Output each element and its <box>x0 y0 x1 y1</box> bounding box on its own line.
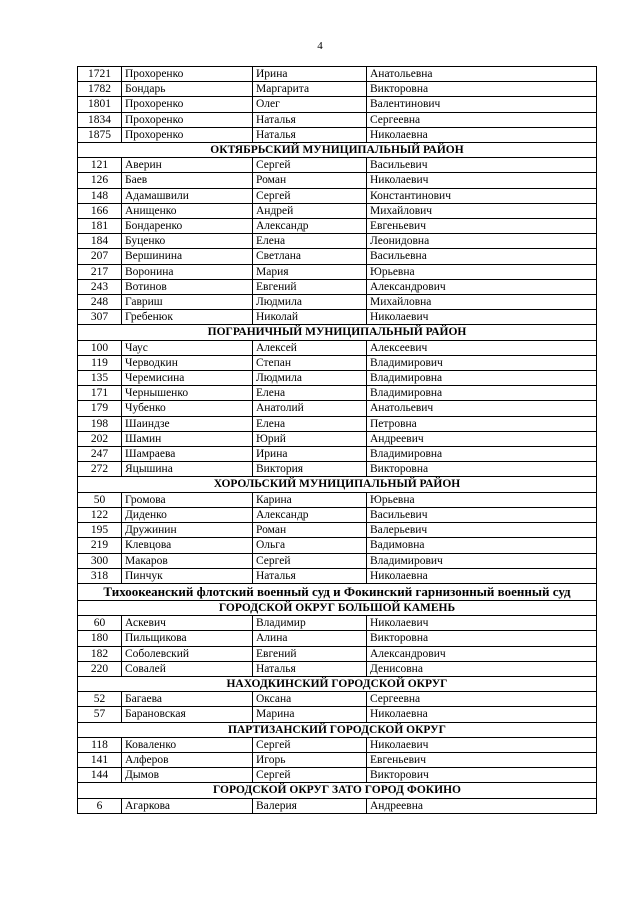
first-name: Роман <box>253 523 367 538</box>
patronymic: Сергеевна <box>367 692 597 707</box>
row-number: 217 <box>78 264 122 279</box>
first-name: Анатолий <box>253 401 367 416</box>
patronymic: Владимировна <box>367 371 597 386</box>
row-number: 248 <box>78 295 122 310</box>
patronymic: Александрович <box>367 279 597 294</box>
patronymic: Анатольевна <box>367 67 597 82</box>
surname: Макаров <box>122 553 253 568</box>
row-number: 50 <box>78 492 122 507</box>
surname: Чаус <box>122 340 253 355</box>
patronymic: Алексеевич <box>367 340 597 355</box>
row-number: 60 <box>78 616 122 631</box>
surname: Бондарь <box>122 82 253 97</box>
row-number: 307 <box>78 310 122 325</box>
surname: Вотинов <box>122 279 253 294</box>
table-row <box>78 295 597 310</box>
table-row <box>78 661 597 676</box>
table-row <box>78 752 597 767</box>
section-title: ХОРОЛЬСКИЙ МУНИЦИПАЛЬНЫЙ РАЙОН <box>78 477 597 492</box>
surname: Адамашвили <box>122 188 253 203</box>
row-number: 318 <box>78 568 122 583</box>
section-header-row <box>78 676 597 691</box>
first-name: Ирина <box>253 67 367 82</box>
first-name: Сергей <box>253 737 367 752</box>
surname: Аверин <box>122 158 253 173</box>
table-row <box>78 203 597 218</box>
table-row <box>78 173 597 188</box>
table-row <box>78 538 597 553</box>
table-row <box>78 82 597 97</box>
surname: Яцышина <box>122 462 253 477</box>
patronymic: Андреевна <box>367 798 597 813</box>
surname: Дружинин <box>122 523 253 538</box>
surname: Алферов <box>122 752 253 767</box>
section-header-row <box>78 325 597 340</box>
patronymic: Викторовна <box>367 631 597 646</box>
row-number: 52 <box>78 692 122 707</box>
patronymic: Васильевна <box>367 249 597 264</box>
row-number: 1834 <box>78 112 122 127</box>
row-number: 195 <box>78 523 122 538</box>
table-row <box>78 264 597 279</box>
surname: Диденко <box>122 507 253 522</box>
first-name: Карина <box>253 492 367 507</box>
patronymic: Михайлович <box>367 203 597 218</box>
section-header-row <box>78 143 597 158</box>
table-row <box>78 310 597 325</box>
row-number: 180 <box>78 631 122 646</box>
table-row <box>78 507 597 522</box>
section-header-row <box>78 600 597 615</box>
patronymic: Константинович <box>367 188 597 203</box>
table-row <box>78 67 597 82</box>
section-title: ГОРОДСКОЙ ОКРУГ ЗАТО ГОРОД ФОКИНО <box>78 783 597 798</box>
section-header-row <box>78 477 597 492</box>
first-name: Юрий <box>253 431 367 446</box>
surname: Прохоренко <box>122 112 253 127</box>
row-number: 118 <box>78 737 122 752</box>
first-name: Виктория <box>253 462 367 477</box>
patronymic: Валентинович <box>367 97 597 112</box>
patronymic: Николаевна <box>367 707 597 722</box>
patronymic: Сергеевна <box>367 112 597 127</box>
table-row <box>78 97 597 112</box>
row-number: 6 <box>78 798 122 813</box>
first-name: Маргарита <box>253 82 367 97</box>
first-name: Ирина <box>253 447 367 462</box>
table-row <box>78 616 597 631</box>
first-name: Елена <box>253 416 367 431</box>
table-row <box>78 798 597 813</box>
section-header-row <box>78 783 597 798</box>
row-number: 148 <box>78 188 122 203</box>
section-title: ПАРТИЗАНСКИЙ ГОРОДСКОЙ ОКРУГ <box>78 722 597 737</box>
patronymic: Юрьевна <box>367 492 597 507</box>
first-name: Ольга <box>253 538 367 553</box>
page-number: 4 <box>317 40 323 52</box>
surname: Шамин <box>122 431 253 446</box>
first-name: Степан <box>253 355 367 370</box>
surname: Анищенко <box>122 203 253 218</box>
table-row <box>78 416 597 431</box>
row-number: 243 <box>78 279 122 294</box>
table-row <box>78 355 597 370</box>
table-row <box>78 462 597 477</box>
patronymic: Николаевна <box>367 127 597 142</box>
surname: Прохоренко <box>122 67 253 82</box>
surname: Совалей <box>122 661 253 676</box>
section-title: ГОРОДСКОЙ ОКРУГ БОЛЬШОЙ КАМЕНЬ <box>78 600 597 615</box>
first-name: Наталья <box>253 568 367 583</box>
row-number: 220 <box>78 661 122 676</box>
first-name: Сергей <box>253 768 367 783</box>
table-row <box>78 707 597 722</box>
patronymic: Вадимовна <box>367 538 597 553</box>
surname: Буценко <box>122 234 253 249</box>
patronymic: Викторовна <box>367 462 597 477</box>
surname: Гребенюк <box>122 310 253 325</box>
patronymic: Викторовна <box>367 82 597 97</box>
patronymic: Петровна <box>367 416 597 431</box>
table-row <box>78 279 597 294</box>
table-row <box>78 112 597 127</box>
section-title: ОКТЯБРЬСКИЙ МУНИЦИПАЛЬНЫЙ РАЙОН <box>78 143 597 158</box>
surname: Дымов <box>122 768 253 783</box>
surname: Аскевич <box>122 616 253 631</box>
surname: Багаева <box>122 692 253 707</box>
juror-list-body <box>78 67 597 814</box>
patronymic: Викторович <box>367 768 597 783</box>
row-number: 272 <box>78 462 122 477</box>
first-name: Наталья <box>253 112 367 127</box>
table-row <box>78 646 597 661</box>
table-row <box>78 447 597 462</box>
table-row <box>78 431 597 446</box>
first-name: Наталья <box>253 661 367 676</box>
row-number: 300 <box>78 553 122 568</box>
table-row <box>78 553 597 568</box>
surname: Воронина <box>122 264 253 279</box>
row-number: 219 <box>78 538 122 553</box>
row-number: 182 <box>78 646 122 661</box>
table-row <box>78 631 597 646</box>
patronymic: Николаевич <box>367 737 597 752</box>
row-number: 1875 <box>78 127 122 142</box>
first-name: Алексей <box>253 340 367 355</box>
patronymic: Михайловна <box>367 295 597 310</box>
first-name: Владимир <box>253 616 367 631</box>
surname: Черводкин <box>122 355 253 370</box>
table-row <box>78 234 597 249</box>
first-name: Алина <box>253 631 367 646</box>
row-number: 247 <box>78 447 122 462</box>
table-row <box>78 127 597 142</box>
first-name: Евгений <box>253 279 367 294</box>
patronymic: Леонидовна <box>367 234 597 249</box>
surname: Пинчук <box>122 568 253 583</box>
row-number: 207 <box>78 249 122 264</box>
row-number: 198 <box>78 416 122 431</box>
first-name: Александр <box>253 507 367 522</box>
surname: Агаркова <box>122 798 253 813</box>
patronymic: Денисовна <box>367 661 597 676</box>
row-number: 1721 <box>78 67 122 82</box>
first-name: Наталья <box>253 127 367 142</box>
patronymic: Евгеньевич <box>367 219 597 234</box>
patronymic: Николаевич <box>367 616 597 631</box>
patronymic: Васильевич <box>367 507 597 522</box>
patronymic: Юрьевна <box>367 264 597 279</box>
patronymic: Николаевич <box>367 173 597 188</box>
patronymic: Васильевич <box>367 158 597 173</box>
patronymic: Николаевич <box>367 310 597 325</box>
surname: Прохоренко <box>122 127 253 142</box>
first-name: Мария <box>253 264 367 279</box>
surname: Клевцова <box>122 538 253 553</box>
patronymic: Николаевна <box>367 568 597 583</box>
row-number: 1782 <box>78 82 122 97</box>
patronymic: Анатольевич <box>367 401 597 416</box>
surname: Чернышенко <box>122 386 253 401</box>
table-row <box>78 371 597 386</box>
patronymic: Андреевич <box>367 431 597 446</box>
first-name: Евгений <box>253 646 367 661</box>
first-name: Елена <box>253 234 367 249</box>
surname: Соболевский <box>122 646 253 661</box>
patronymic: Александрович <box>367 646 597 661</box>
first-name: Сергей <box>253 553 367 568</box>
first-name: Оксана <box>253 692 367 707</box>
section-header-row <box>78 722 597 737</box>
first-name: Светлана <box>253 249 367 264</box>
patronymic: Владимировна <box>367 447 597 462</box>
first-name: Александр <box>253 219 367 234</box>
row-number: 181 <box>78 219 122 234</box>
first-name: Олег <box>253 97 367 112</box>
surname: Гавриш <box>122 295 253 310</box>
first-name: Людмила <box>253 371 367 386</box>
first-name: Андрей <box>253 203 367 218</box>
patronymic: Владимирович <box>367 355 597 370</box>
surname: Шамраева <box>122 447 253 462</box>
patronymic: Евгеньевич <box>367 752 597 767</box>
surname: Вершинина <box>122 249 253 264</box>
row-number: 184 <box>78 234 122 249</box>
table-row <box>78 249 597 264</box>
table-row <box>78 219 597 234</box>
section-title: ПОГРАНИЧНЫЙ МУНИЦИПАЛЬНЫЙ РАЙОН <box>78 325 597 340</box>
surname: Черемисина <box>122 371 253 386</box>
patronymic: Владимирович <box>367 553 597 568</box>
section-title: НАХОДКИНСКИЙ ГОРОДСКОЙ ОКРУГ <box>78 676 597 691</box>
row-number: 179 <box>78 401 122 416</box>
first-name: Елена <box>253 386 367 401</box>
patronymic: Владимировна <box>367 386 597 401</box>
first-name: Сергей <box>253 188 367 203</box>
row-number: 144 <box>78 768 122 783</box>
row-number: 100 <box>78 340 122 355</box>
surname: Бондаренко <box>122 219 253 234</box>
surname: Прохоренко <box>122 97 253 112</box>
surname: Коваленко <box>122 737 253 752</box>
row-number: 57 <box>78 707 122 722</box>
surname: Громова <box>122 492 253 507</box>
first-name: Людмила <box>253 295 367 310</box>
row-number: 1801 <box>78 97 122 112</box>
surname: Чубенко <box>122 401 253 416</box>
row-number: 119 <box>78 355 122 370</box>
first-name: Игорь <box>253 752 367 767</box>
table-row <box>78 492 597 507</box>
table-row <box>78 158 597 173</box>
first-name: Сергей <box>253 158 367 173</box>
table-row <box>78 401 597 416</box>
table-row <box>78 692 597 707</box>
surname: Баев <box>122 173 253 188</box>
surname: Пильщикова <box>122 631 253 646</box>
row-number: 141 <box>78 752 122 767</box>
row-number: 166 <box>78 203 122 218</box>
first-name: Валерия <box>253 798 367 813</box>
table-row <box>78 568 597 583</box>
row-number: 135 <box>78 371 122 386</box>
row-number: 171 <box>78 386 122 401</box>
table-row <box>78 737 597 752</box>
first-name: Николай <box>253 310 367 325</box>
juror-list-table <box>77 66 597 814</box>
row-number: 122 <box>78 507 122 522</box>
patronymic: Валерьевич <box>367 523 597 538</box>
table-row <box>78 340 597 355</box>
first-name: Роман <box>253 173 367 188</box>
row-number: 126 <box>78 173 122 188</box>
row-number: 202 <box>78 431 122 446</box>
row-number: 121 <box>78 158 122 173</box>
table-row <box>78 523 597 538</box>
first-name: Марина <box>253 707 367 722</box>
table-row <box>78 188 597 203</box>
court-header-row <box>78 583 597 600</box>
court-title: Тихоокеанский флотский военный суд и Фокинский гарнизонный военный суд <box>78 583 597 600</box>
surname: Шаиндзе <box>122 416 253 431</box>
table-row <box>78 768 597 783</box>
surname: Барановская <box>122 707 253 722</box>
table-row <box>78 386 597 401</box>
